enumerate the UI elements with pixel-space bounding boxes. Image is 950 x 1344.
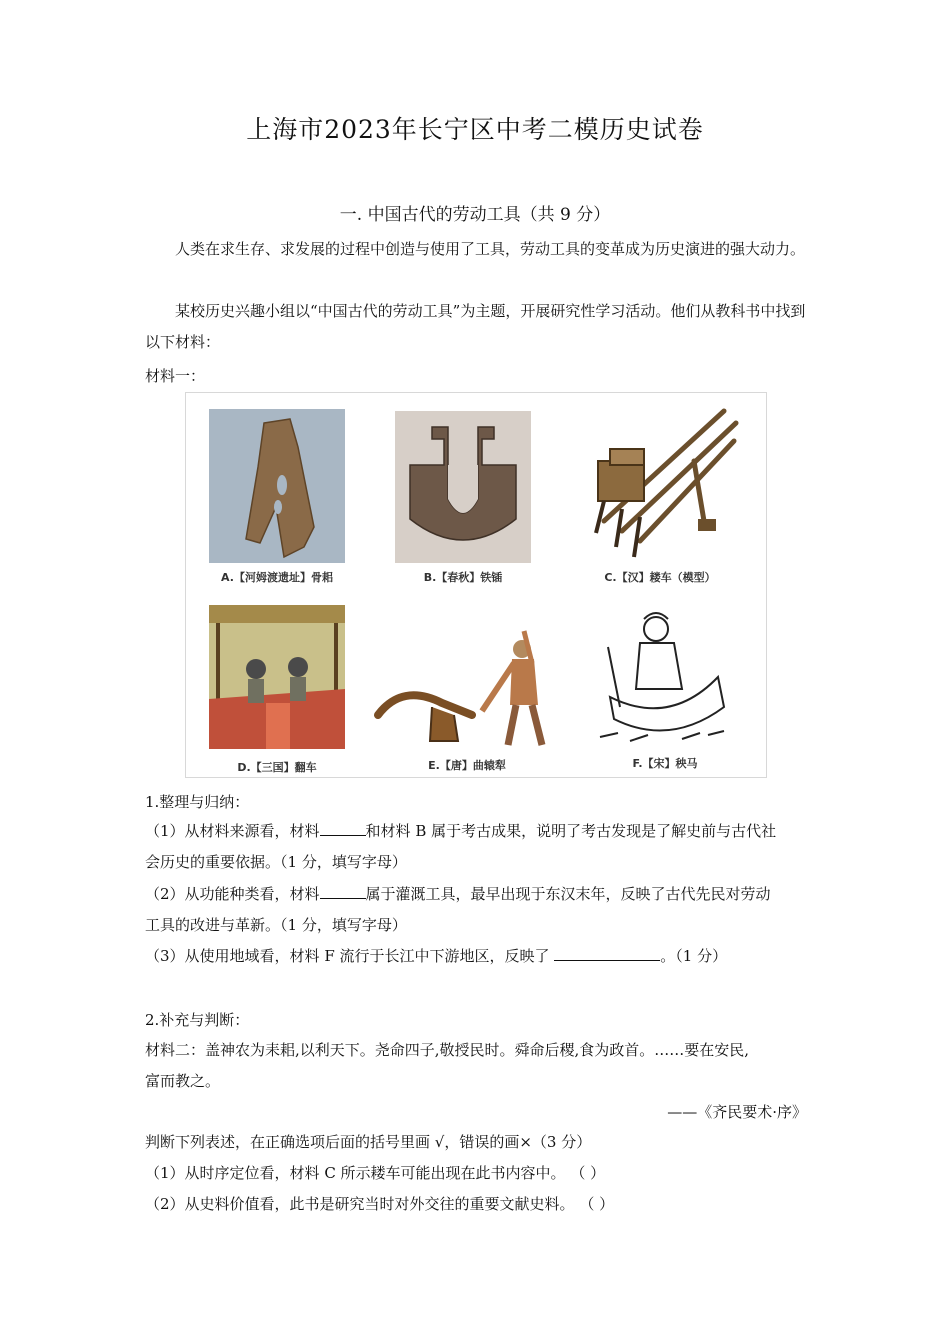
material-two-source: ——《齐民要术·序》	[667, 1103, 807, 1121]
figure-item-a	[206, 407, 348, 589]
material-one-figure	[185, 392, 767, 778]
seed-drill-icon	[574, 401, 746, 567]
curved-plow-icon	[372, 623, 562, 751]
page-title: 上海市2023年长宁区中考二模历史试卷	[246, 115, 704, 144]
figure-caption: F.【宋】秧马	[632, 757, 698, 770]
question-1-1-line-1: （1）从材料来源看，材料 和材料 B 属于考古成果，说明了考古发现是了解史前与古代社	[145, 822, 777, 840]
question-1-3: （3）从使用地域看，材料 F 流行于长江中下游地区，反映了 。（1 分）	[145, 947, 728, 965]
answer-blank-2[interactable]	[320, 898, 366, 899]
figure-caption: D.【三国】翻车	[237, 761, 317, 774]
figure-caption: B.【春秋】铁锸	[423, 571, 503, 584]
seedling-horse-icon	[590, 607, 740, 751]
figure-item-f	[590, 607, 740, 771]
question-1-2-line-1: （2）从功能种类看，材料 属于灌溉工具，最早出现于东汉末年，反映了古代先民对劳动	[145, 885, 771, 903]
statement-2: （2）从史料价值看，此书是研究当时对外交往的重要文献史料。 （ ）	[145, 1195, 615, 1213]
section-heading: 一. 中国古代的劳动工具（共 9 分）	[339, 205, 611, 225]
figure-item-d	[206, 603, 348, 774]
material-two-line-2: 富而教之。	[145, 1072, 221, 1090]
answer-blank-3[interactable]	[554, 960, 660, 961]
figure-caption: E.【唐】曲辕犁	[428, 759, 506, 772]
water-wheel-icon	[206, 603, 348, 751]
figure-item-b	[392, 409, 534, 589]
question-1-1-line-2: 会历史的重要依据。（1 分，填写字母）	[145, 853, 407, 871]
figure-item-e	[372, 623, 562, 771]
figure-item-c	[574, 401, 746, 589]
statement-1: （1）从时序定位看，材料 C 所示耧车可能出现在此书内容中。 （ ）	[145, 1164, 606, 1182]
intro-paragraph-2: 某校历史兴趣小组以“中国古代的劳动工具”为主题，开展研究性学习活动。他们从教科书中找到以下材料：	[145, 302, 806, 351]
question-2-heading: 2.补充与判断：	[145, 1011, 250, 1029]
material-two-line-1: 材料二：盖神农为耒耜,以利天下。尧命四子,敬授民时。舜命后稷,食为政首。……要在安民,	[145, 1041, 750, 1059]
intro-paragraph-1: 人类在求生存、求发展的过程中创造与使用了工具，劳动工具的变革成为历史演进的强大动力。	[175, 240, 806, 258]
figure-caption: A.【河姆渡遗址】骨耜	[221, 571, 333, 584]
question-1-heading: 1.整理与归纳：	[145, 793, 250, 811]
material-one-label: 材料一：	[145, 367, 206, 385]
bone-spade-icon	[206, 407, 348, 567]
answer-blank-1[interactable]	[320, 835, 366, 836]
iron-spade-icon	[392, 409, 534, 567]
question-2-instruction: 判断下列表述，在正确选项后面的括号里画 √，错误的画×（3 分）	[145, 1133, 592, 1151]
figure-caption: C.【汉】耧车（模型）	[604, 571, 716, 584]
question-1-2-line-2: 工具的改进与革新。（1 分，填写字母）	[145, 916, 407, 934]
